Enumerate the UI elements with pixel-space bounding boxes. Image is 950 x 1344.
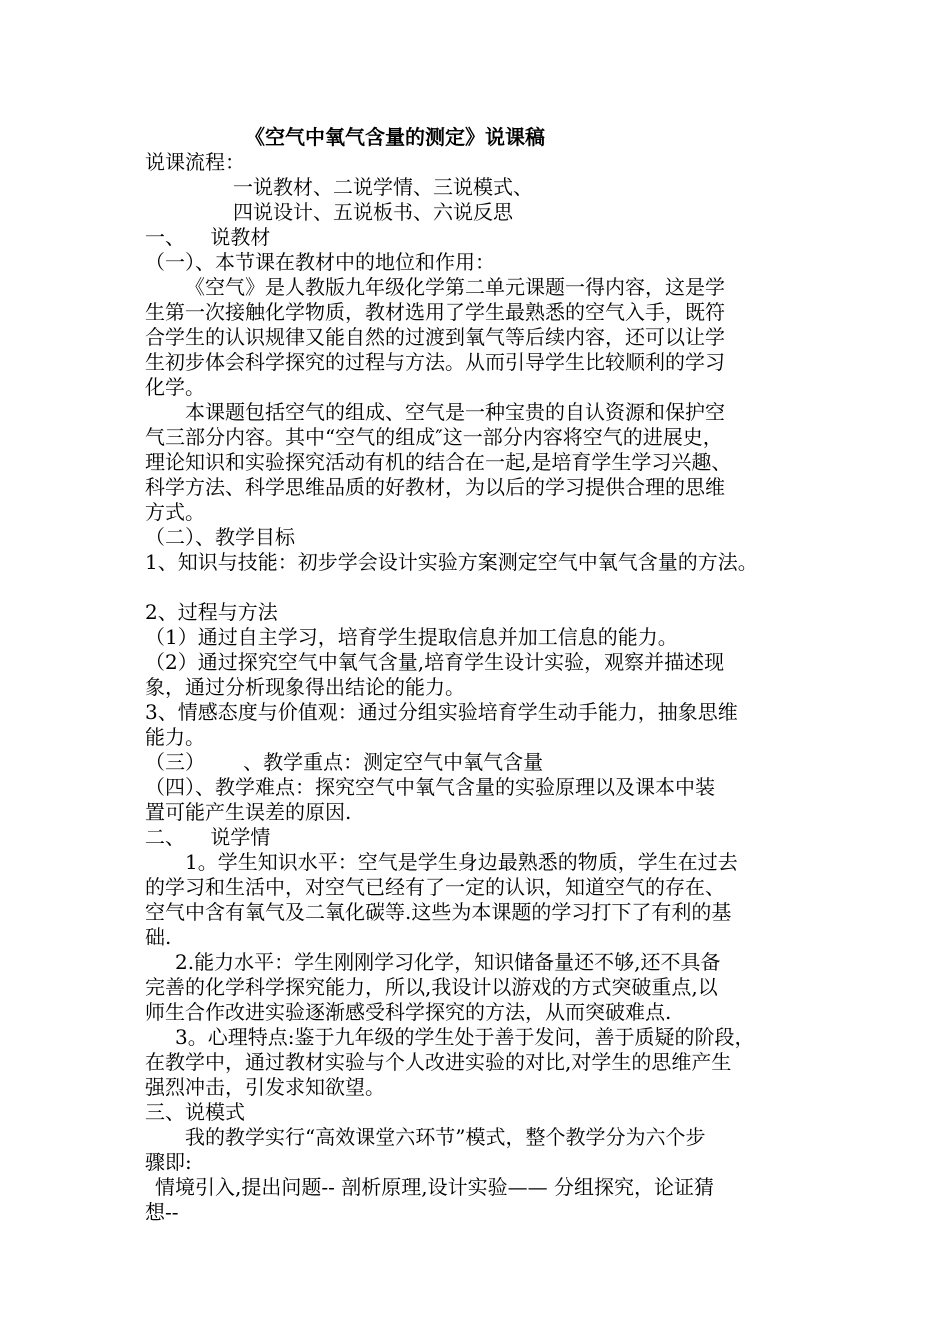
text-line: 想-- (145, 1200, 179, 1224)
text-line: 置可能产生误差的原因. (145, 800, 352, 824)
text-line: 强烈冲击，引发求知欲望。 (145, 1075, 385, 1099)
text-line: 3。心理特点:鉴于九年级的学生处于善于发问，善于质疑的阶段， (175, 1025, 755, 1049)
text-line: 骤即: (145, 1150, 192, 1174)
text-line: 础. (145, 925, 172, 949)
text-line: 理论知识和实验探究活动有机的结合在一起,是培育学生学习兴趣、 (145, 450, 732, 474)
document-title: 《空气中氧气含量的测定》说课稿 (245, 125, 545, 149)
text-line: （1）通过自主学习，培育学生提取信息并加工信息的能力。 (145, 625, 678, 649)
subsection-heading: （一）、本节课在教材中的地位和作用： (145, 250, 495, 274)
text-line: 化学。 (145, 375, 205, 399)
text-line: 空气中含有氧气及二氧化碳等.这些为本课题的学习打下了有利的基 (145, 900, 732, 924)
text-line: 完善的化学科学探究能力，所以,我设计以游戏的方式突破重点,以 (145, 975, 718, 999)
subsection-heading: （四）、教学难点：探究空气中氧气含量的实验原理以及课本中装 (145, 775, 715, 799)
text-line: 合学生的认识规律又能自然的过渡到氧气等后续内容，还可以让学 (145, 325, 725, 349)
text-line: 在教学中，通过教材实验与个人改进实验的对比,对学生的思维产生 (145, 1050, 732, 1074)
text-line: 《空气》是人教版九年级化学第二单元课题一得内容，这是学 (185, 275, 725, 299)
text-line: 3、情感态度与价值观：通过分组实验培育学生动手能力，抽象思维 (145, 700, 738, 724)
subsection-heading: （二）、教学目标 (145, 525, 295, 549)
text-line: 2.能力水平：学生刚刚学习化学，知识储备量还不够,还不具备 (175, 950, 721, 974)
text-line: （2）通过探究空气中氧气含量,培育学生设计实验，观察并描述现 (145, 650, 725, 674)
text-line: 能力。 (145, 725, 205, 749)
text-line: 科学方法、科学思维品质的好教材，为以后的学习提供合理的思维 (145, 475, 725, 499)
section-heading: 一、 说教材 (145, 225, 271, 249)
text-line: 1、知识与技能：初步学会设计实验方案测定空气中氧气含量的方法。 (145, 550, 758, 574)
subsection-heading: （三） 、教学重点：测定空气中氧气含量 (145, 750, 544, 774)
text-line: 象，通过分析现象得出结论的能力。 (145, 675, 465, 699)
text-line: 四说设计、五说板书、六说反思 (233, 200, 513, 224)
section-heading: 三、说模式 (145, 1100, 245, 1124)
text-line: 生初步体会科学探究的过程与方法。从而引导学生比较顺利的学习 (145, 350, 725, 374)
text-line: 情境引入,提出问题-- 剖析原理,设计实验—— 分组探究，论证猜 (155, 1175, 714, 1199)
text-line: 生第一次接触化学物质，教材选用了学生最熟悉的空气入手，既符 (145, 300, 725, 324)
text-line: 1。学生知识水平：空气是学生身边最熟悉的物质，学生在过去 (185, 850, 738, 874)
text-line: 本课题包括空气的组成、空气是一种宝贵的自认资源和保护空 (185, 400, 725, 424)
text-line: 气三部分内容。其中“空气的组成″这一部分内容将空气的进展史， (145, 425, 723, 449)
text-line: 一说教材、二说学情、三说模式、 (233, 175, 533, 199)
text-line: 我的教学实行“高效课堂六环节”模式，整个教学分为六个步 (185, 1125, 706, 1149)
text-line: 2、过程与方法 (145, 600, 278, 624)
text-line: 方式。 (145, 500, 205, 524)
text-line: 师生合作改进实验逐渐感受科学探究的方法，从而突破难点. (145, 1000, 672, 1024)
text-line: 说课流程： (145, 150, 245, 174)
text-line: 的学习和生活中，对空气已经有了一定的认识，知道空气的存在、 (145, 875, 725, 899)
section-heading: 二、 说学情 (145, 825, 271, 849)
